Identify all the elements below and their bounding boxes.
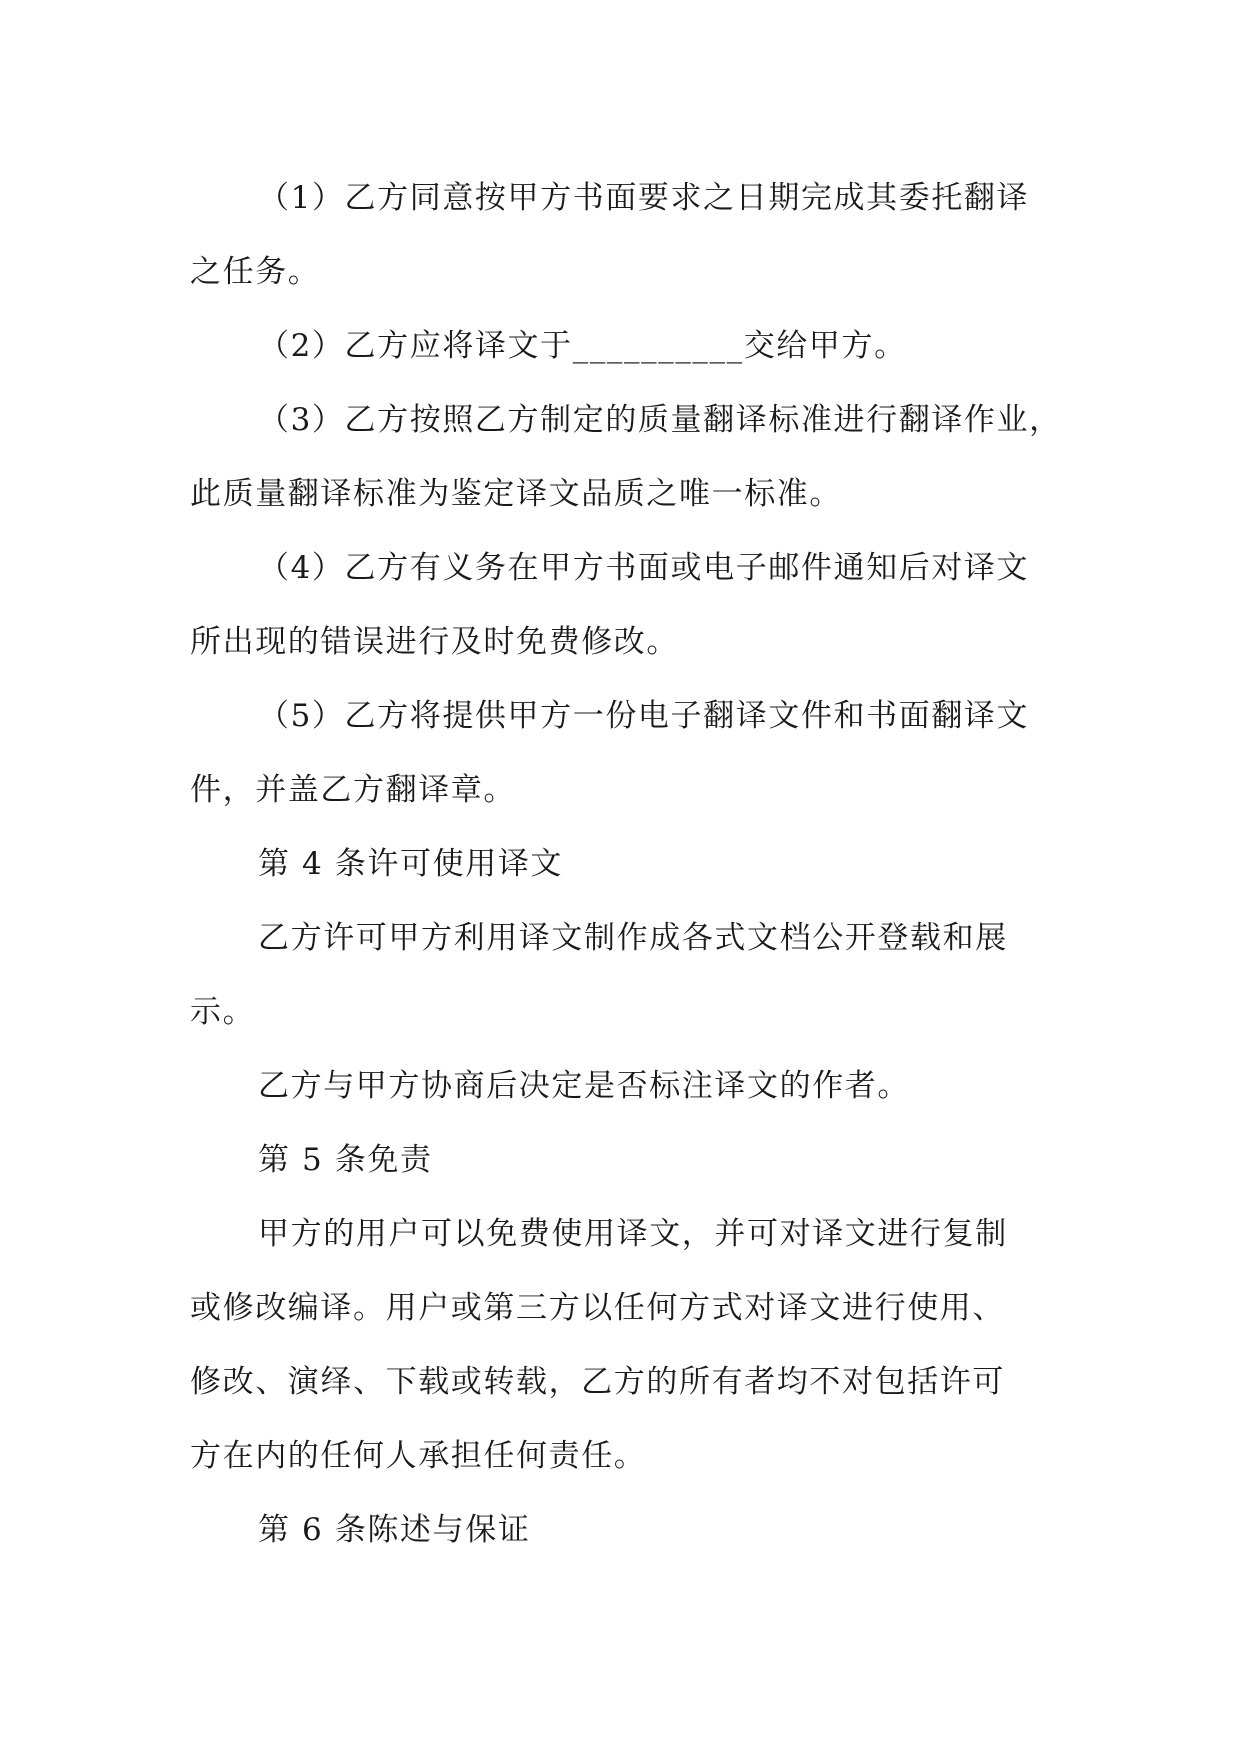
- clause-1-line-1: （1）乙方同意按甲方书面要求之日期完成其委托翻译: [258, 180, 1030, 216]
- article-4-heading: 第 4 条许可使用译文: [258, 846, 564, 882]
- clause-5-line-2: 件，并盖乙方翻译章。: [190, 772, 516, 808]
- article-5-paragraph-line-3: 修改、演绎、下载或转载，乙方的所有者均不对包括许可: [190, 1364, 1005, 1400]
- article-5-heading: 第 5 条免责: [258, 1142, 433, 1178]
- clause-5-line-1: （5）乙方将提供甲方一份电子翻译文件和书面翻译文: [258, 698, 1030, 734]
- article-5-paragraph-line-2: 或修改编译。用户或第三方以任何方式对译文进行使用、: [190, 1290, 1005, 1326]
- clause-4-line-2: 所出现的错误进行及时免费修改。: [190, 624, 679, 660]
- clause-3-line-2: 此质量翻译标准为鉴定译文品质之唯一标准。: [190, 476, 842, 512]
- article-4-paragraph-line-2: 示。: [190, 994, 256, 1030]
- article-4-paragraph-2: 乙方与甲方协商后决定是否标注译文的作者。: [258, 1068, 910, 1104]
- article-5-paragraph-line-4: 方在内的任何人承担任何责任。: [190, 1438, 647, 1474]
- article-6-heading: 第 6 条陈述与保证: [258, 1512, 531, 1548]
- clause-3-line-1: （3）乙方按照乙方制定的质量翻译标准进行翻译作业，: [258, 402, 1062, 438]
- clause-4-line-1: （4）乙方有义务在甲方书面或电子邮件通知后对译文: [258, 550, 1030, 586]
- article-4-paragraph-line-1: 乙方许可甲方利用译文制作成各式文档公开登载和展: [258, 920, 1008, 956]
- article-5-paragraph-line-1: 甲方的用户可以免费使用译文，并可对译文进行复制: [258, 1216, 1008, 1252]
- clause-1-line-2: 之任务。: [190, 254, 321, 290]
- clause-2-line-1: （2）乙方应将译文于__________交给甲方。: [258, 328, 907, 364]
